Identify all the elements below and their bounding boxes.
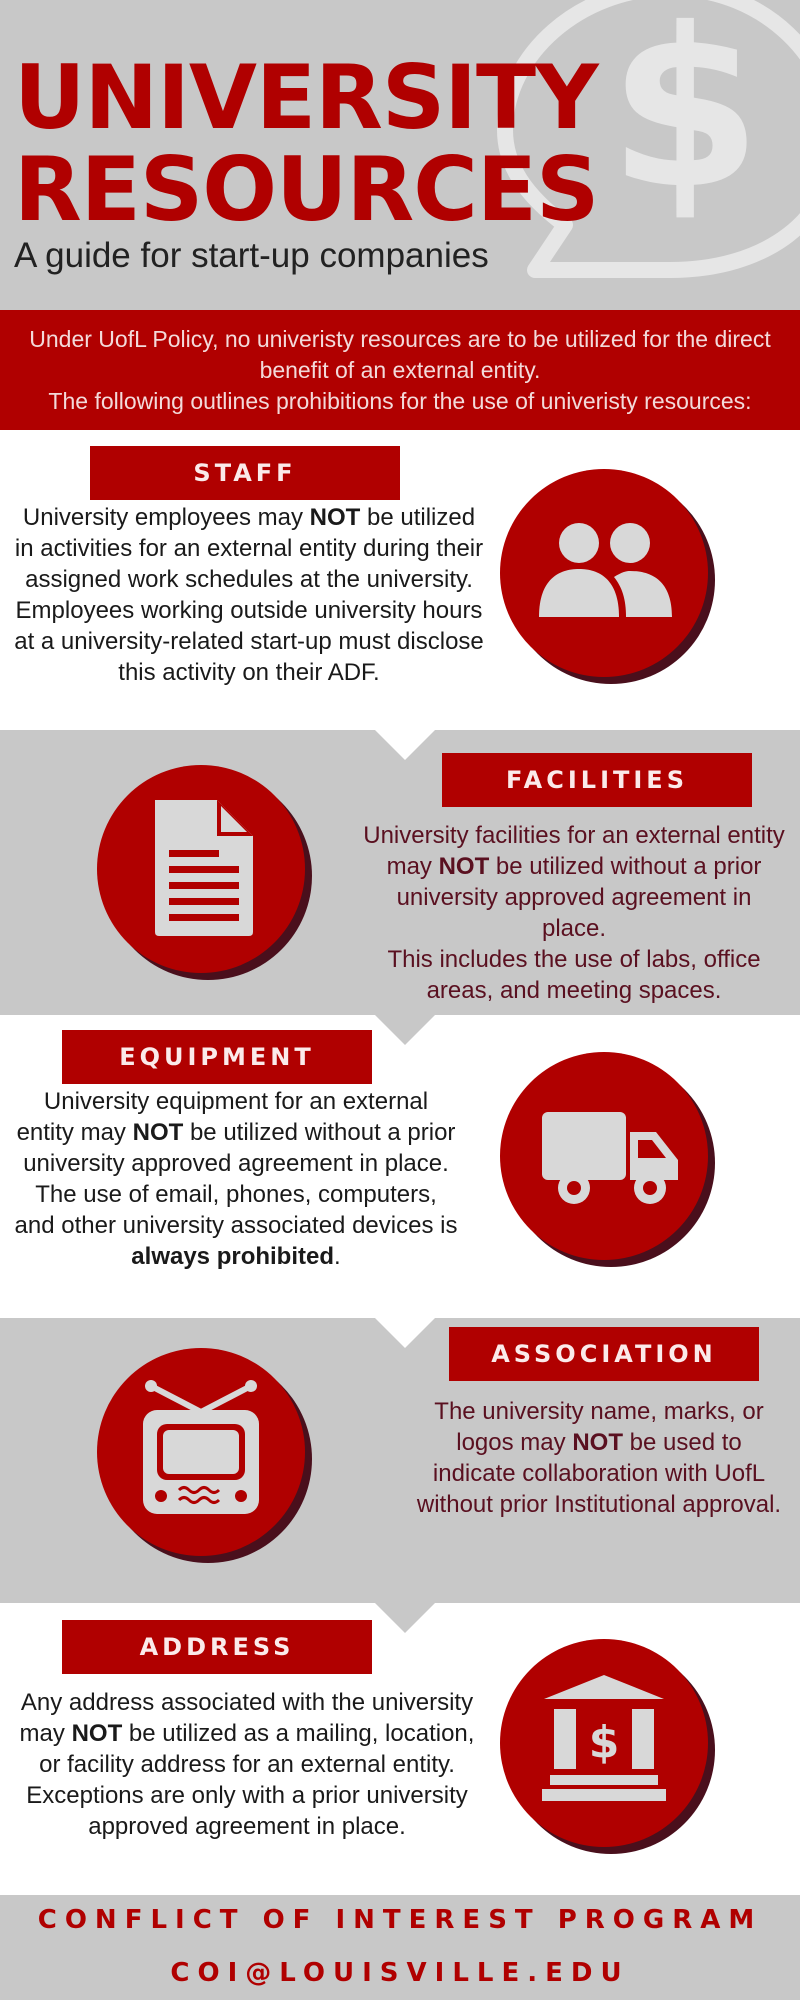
equipment-label: EQUIPMENT (62, 1030, 372, 1084)
facilities-paragraph-2: This includes the use of labs, office areas, and meeting spaces. (387, 946, 761, 1004)
equipment-p2-bold: always prohibited (131, 1243, 335, 1270)
association-paragraph-1 (414, 1396, 784, 1520)
equipment-notch (375, 1015, 435, 1045)
equipment-paragraph-2 (14, 1179, 458, 1272)
svg-text:$: $ (608, 0, 762, 237)
facilities-paragraph-1 (362, 820, 786, 944)
address-paragraph-2: Exceptions are only with a prior university approved agreement in place. (26, 1782, 468, 1840)
svg-text:$: $ (588, 1717, 620, 1768)
equipment-paragraph-1 (14, 1086, 458, 1179)
address-label: ADDRESS (62, 1620, 372, 1674)
association-text (414, 1396, 784, 1520)
staff-paragraph-2: Employees working outside university hours at a university-related start-up must disclose this activity on their ADF. (14, 597, 484, 686)
facilities-label: FACILITIES (442, 753, 752, 807)
address-icon-circle (500, 1639, 708, 1847)
policy-text-2: The following outlines prohibitions for the use of univeristy resources: (48, 388, 752, 414)
equipment-p1-before: University equipment for an external entity may (16, 1088, 429, 1146)
association-p1-before: The university name, marks, or logos may (434, 1398, 764, 1456)
truck-icon (540, 1108, 680, 1208)
facilities-p1-bold: NOT (438, 853, 490, 880)
bank-icon (540, 1673, 668, 1803)
association-p1-bold: NOT (572, 1429, 623, 1456)
equipment-p1-after: be utilized without a prior university approved agreement in place. (23, 1119, 456, 1177)
footer-email-link[interactable]: COI@LOUISVILLE.EDU (170, 1958, 630, 1988)
title-line-2: RESOURCES (14, 138, 599, 241)
page-subtitle: A guide for start-up companies (14, 236, 489, 275)
association-label: ASSOCIATION (449, 1327, 759, 1381)
association-notch (375, 1318, 435, 1348)
title-line-1: UNIVERSITY (14, 46, 598, 149)
footer-program-name: CONFLICT OF INTEREST PROGRAM (37, 1905, 763, 1935)
association-p1-after: be used to indicate collaboration with UofL without prior Institutional approval. (416, 1429, 782, 1518)
staff-p1-bold: NOT (309, 504, 361, 531)
document-icon (149, 798, 259, 938)
policy-text-1: Under UofL Policy, no univeristy resources are to be utilized for the direct benefit of an external entity. (29, 326, 771, 383)
equipment-icon-circle (500, 1052, 708, 1260)
staff-label: STAFF (90, 446, 400, 500)
facilities-p1-after: be utilized without a prior university approved agreement in place. (396, 853, 762, 942)
policy-banner (0, 310, 800, 430)
equipment-p2-after: . (334, 1243, 341, 1270)
equipment-p2-before: The use of email, phones, computers, and other university associated devices is (14, 1181, 458, 1239)
association-icon-circle (97, 1348, 305, 1556)
address-p1-bold: NOT (71, 1720, 123, 1747)
facilities-icon-circle (97, 765, 305, 973)
address-text (14, 1687, 480, 1842)
staff-text (14, 502, 484, 688)
staff-p1-after: be utilized in activities for an external entity during their assigned work schedules at the university. (14, 504, 484, 593)
address-paragraph-1 (14, 1687, 480, 1780)
staff-paragraph-1 (14, 502, 484, 595)
equipment-p1-bold: NOT (132, 1119, 184, 1146)
address-notch (375, 1603, 435, 1633)
facilities-notch (375, 730, 435, 760)
facilities-p1-before: University facilities for an external entity may (363, 822, 785, 880)
staff-icon-circle (500, 469, 708, 677)
television-icon (139, 1378, 263, 1518)
people-icon (534, 517, 674, 627)
staff-p1-before: University employees may (22, 504, 310, 531)
address-p1-before: Any address associated with the university may (19, 1689, 474, 1747)
address-p1-after: be utilized as a mailing, location, or facility address for an external entity. (39, 1720, 475, 1778)
equipment-text (14, 1086, 458, 1272)
facilities-text (362, 820, 786, 1006)
page-title (14, 46, 599, 241)
